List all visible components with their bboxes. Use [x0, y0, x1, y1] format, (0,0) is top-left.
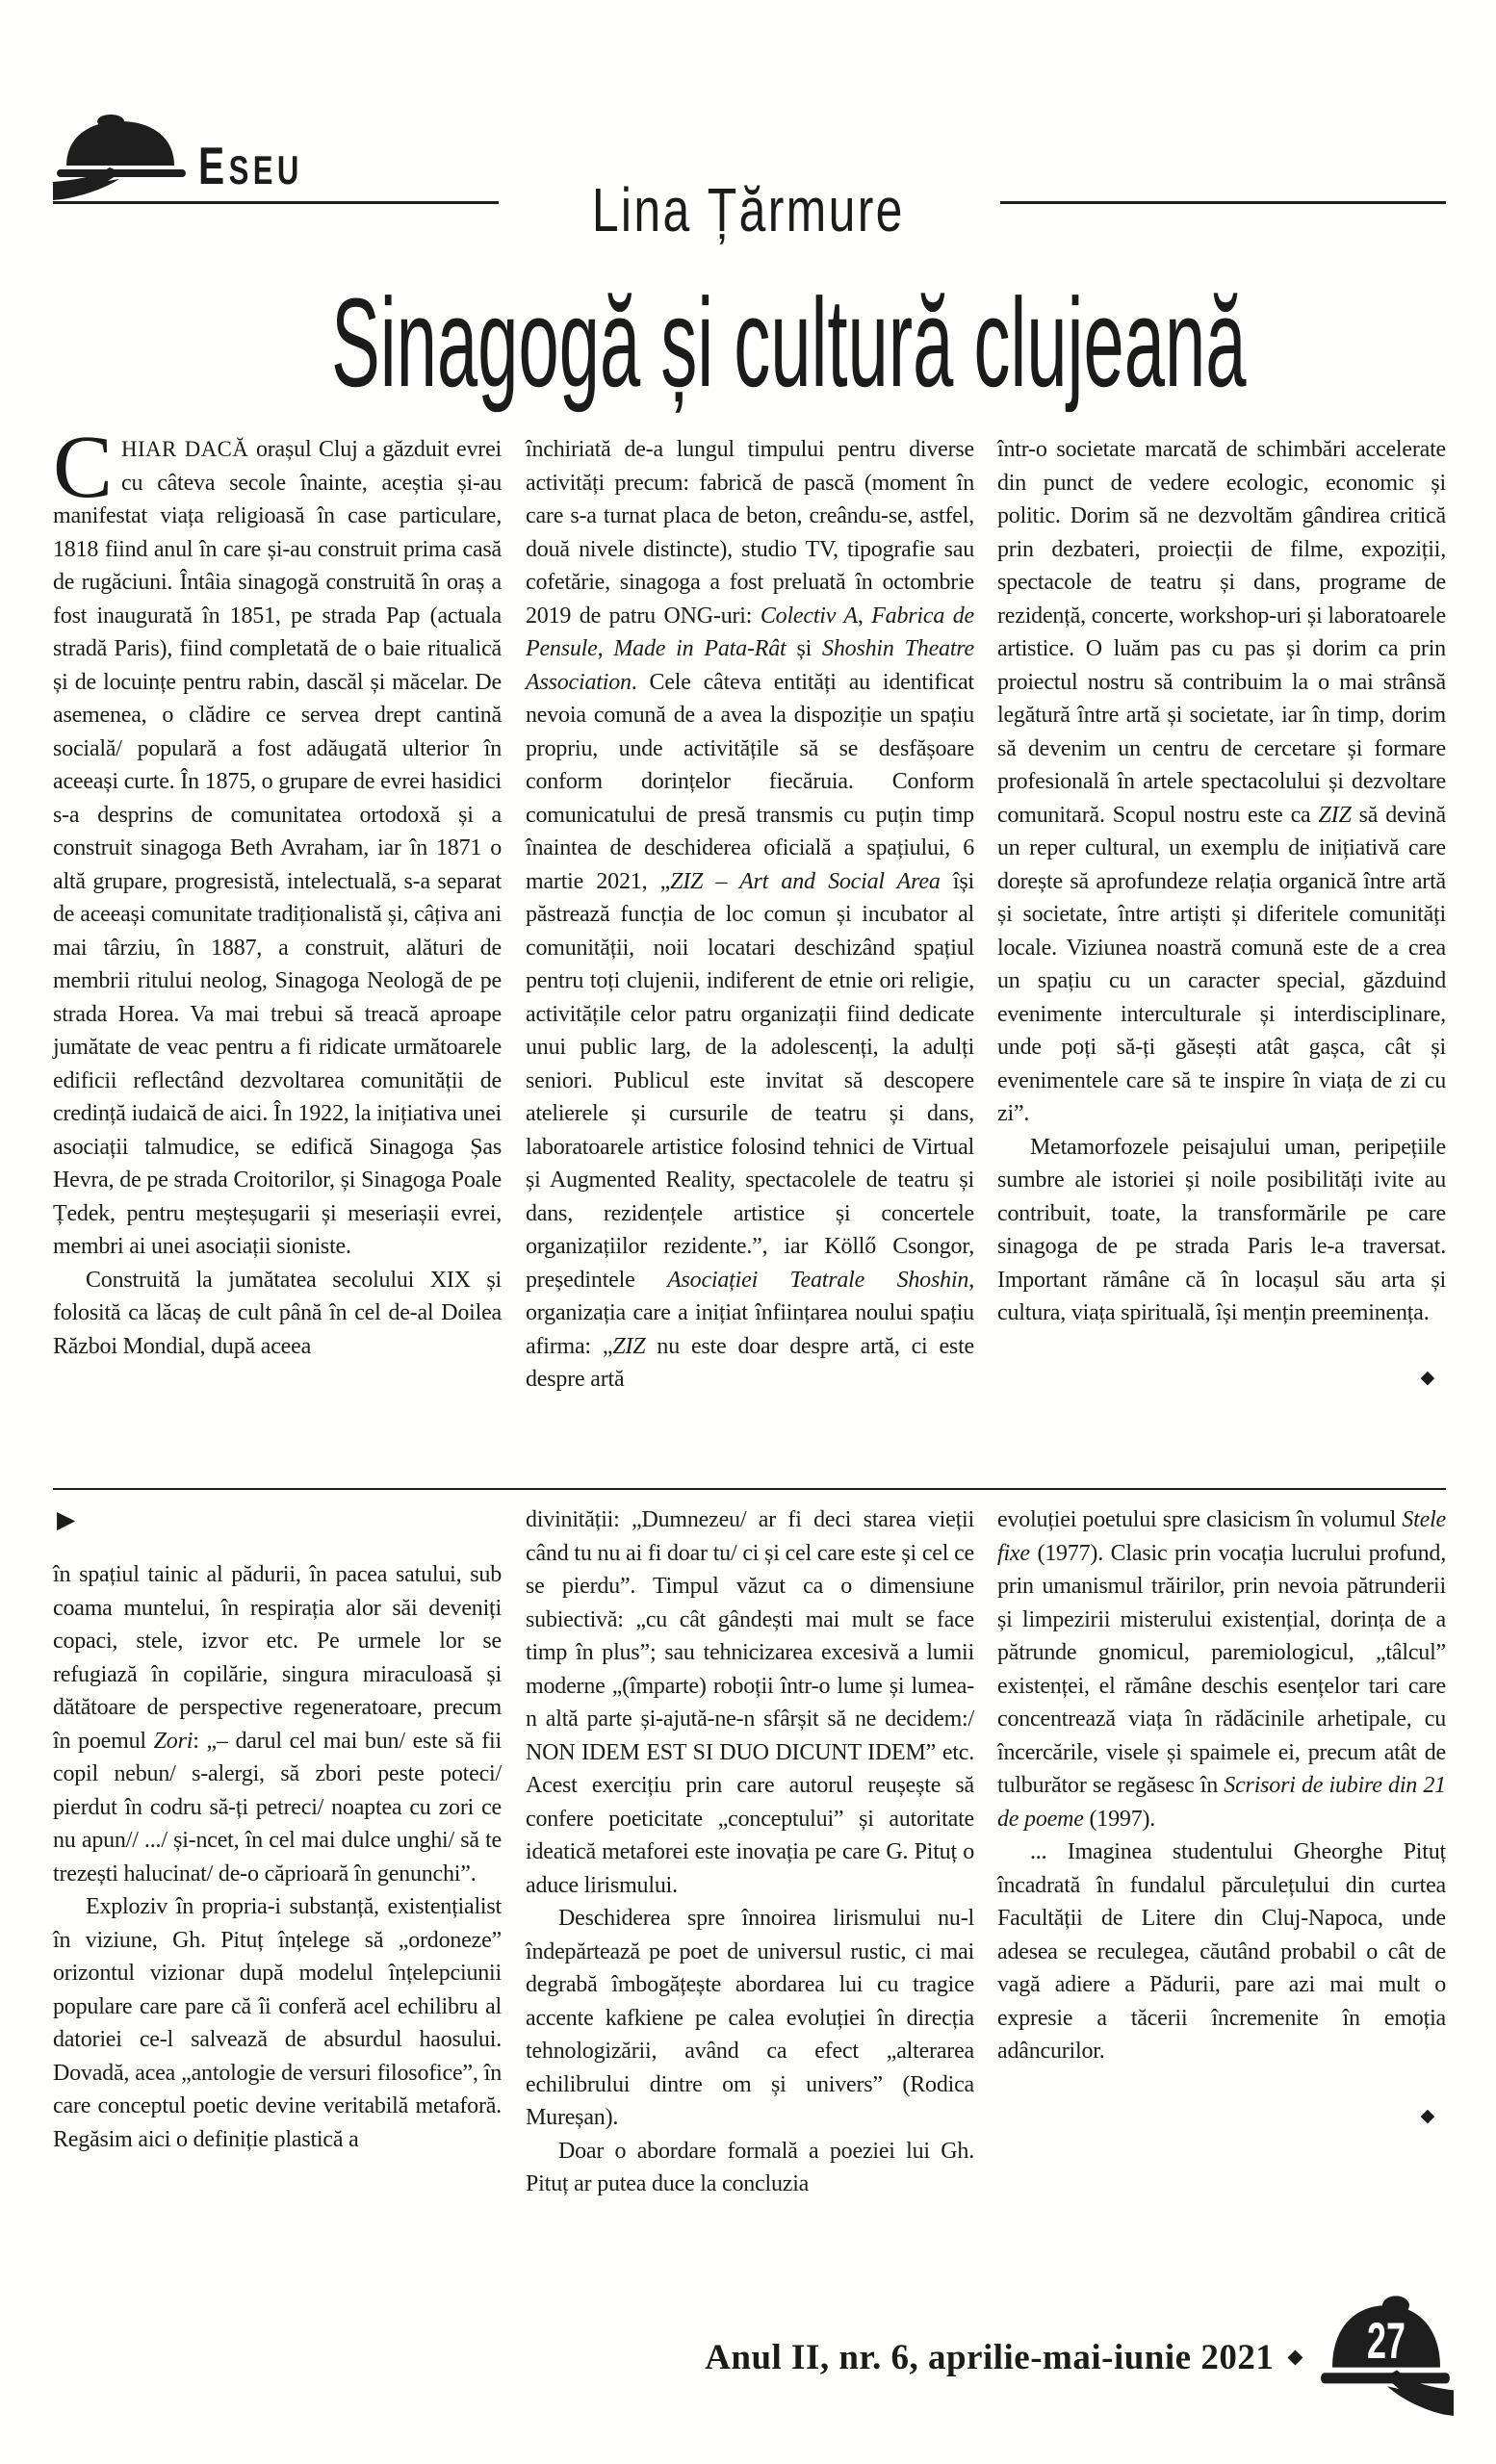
- text-run: (1977). Clasic prin vocația lucrului profund, prin umanismul trăirilor, prin nevoia pătrunderii și limpezirii misterului existențial, dorința de a pătrunde gnomicul, paremiologicul, „tâlcul” existenței, el rămâne deschis esențelor tari care concentrează viața în rădăcinile arhetipale, cu încercările, visele și spaimele ei, precum atât de tulburător se regăsesc în: [997, 1540, 1446, 1798]
- text-run: Metamorfozele peisajului uman, peripețiile sumbre ale istoriei și noile posibilități ivite au contribuit, toate, la transformările pe care sinagoga de pe strada Paris le-a traversat. Important rămâne că în locașul său arta și cultura, viața spirituală, își mențin preeminența.: [997, 1134, 1446, 1325]
- paragraph: [997, 1131, 1446, 1330]
- paragraph: [53, 418, 502, 1264]
- text-run: ... Imaginea studentului Gheorghe Pituț încadrată în fundalul părculețului din curtea Facultății de Litere din Cluj-Napoca, unde adesea se reculegea, căutând probabil o cât de vagă adiere a Pădurii, pare azi mai mult o expresie a tăcerii încremenite în emoția adâncurilor.: [997, 1839, 1446, 2064]
- text-run: HIAR DACĂ: [121, 437, 249, 461]
- text-run: să devină un reper cultural, un exemplu de inițiativă care dorește să aprofundeze relația organică între artă și societate, între artiști și diferitele comunități locale. Viziunea noastră comună este de a crea un spațiu cu un caracter special, găzduind evenimente interculturale și interdisciplinare, unde poți să-ți găsești atât gașca, cât și evenimentele care să te inspire în viața de zi cu zi”.: [997, 802, 1446, 1126]
- text-run: într-o societate marcată de schimbări accelerate din punct de vedere ecologic, economic și politic. Dorim să ne dezvoltăm gândirea critică prin dezbateri, proiecții de filme, expoziții, spectacole de teatru și dans, programe de rezidență, concerte, workshop-uri și laboratoarele artistice. O luăm pas cu pas și dorim ca prin proiectul nostru să contribuim la o mai strânsă legătură între artă și societate, iar în timp, dorim să devenim un centru de cercetare și formare profesională în artele spectacolului și dezvoltare comunitară. Scopul nostru este ca: [997, 437, 1446, 828]
- paragraph: [526, 2135, 974, 2201]
- text-run: Stele fixe: [997, 1507, 1446, 1566]
- text-run: : „– darul cel mai bun/ este să fii copil nebun/ s-alergi, să zbori peste poteci/ pierdut în codru să-ți petreci/ noaptea cu zori ce nu apun// .../ și-ncet, în cel mai dulce unghi/ să te trezești halucinat/ de-o căprioară în genunchi”.: [53, 1728, 502, 1886]
- text-run: ZIZ: [1318, 802, 1352, 828]
- article-column: [53, 1503, 502, 2156]
- text-run: Doar o abordare formală a poeziei lui Gh. Pituț ar putea duce la concluzia: [526, 2138, 974, 2196]
- text-run: Asociației Teatrale Shoshin: [667, 1267, 969, 1293]
- text-run: ,: [857, 603, 872, 629]
- text-run: și: [786, 636, 823, 661]
- text-run: închiriată de-a lungul timpului pentru diverse activități precum: fabrică de pască (moment în care s-a turnat placa de beton, creându-se, astfel, două nivele distincte), studio TV, tipografie sau cofetărie, sinagoga a fost preluată în octombrie 2019 de patru ONG-uri:: [526, 437, 974, 629]
- text-run: . Cele câteva entități au identificat nevoia comună de a avea la dispoziție un spațiu propriu, unde activitățile să se desfășoare conform dorințelor fiecăruia. Conform comunicatului de presă transmis cu puțin timp înaintea de deschiderea oficială a spațiului, 6 martie 2021, „: [526, 669, 974, 894]
- text-run: Deschiderea spre înnoirea lirismului nu-l îndepărtează pe poet de universul rustic, ci mai degrabă îmbogățește abordarea lui cu tragice accente kafkiene pe calea evoluției în direcția tehnologizării, având ca efect „alterarea echilibrului dintre om și univers” (Rodica Mureșan).: [526, 1906, 974, 2130]
- continuation-arrow-icon: ▶: [57, 1505, 76, 1533]
- text-run: își păstrează funcția de loc comun și incubator al comunității, noii locatari deschizând spațiul pentru toți clujenii, indiferent de etnie ori religie, activitățile celor patru organizații fiind dedicate unui public larg, de la adolescenți, la adulți seniori. Publicul este invitat să descopere atelierele și cursurile de teatru și dans, laboratoarele artistice folosind tehnici de Virtual și Augmented Reality, spectacolele de teatru și dans, rezidențele artistice și concertele organizațiilor rezidente.”, iar Köllő Csongor, președintele: [526, 868, 974, 1293]
- paragraph: [997, 433, 1446, 1131]
- article-column: [526, 1503, 974, 2201]
- text-run: Construită la jumătatea secolului XIX și folosită ca lăcaș de cult până în cel de-al Doilea Război Mondial, după aceea: [53, 1267, 502, 1359]
- text-run: Scrisori de iubire din 21 de poeme: [997, 1773, 1446, 1832]
- diamond-icon: ◆: [1287, 2345, 1303, 2368]
- text-run: Colectiv A: [760, 603, 858, 629]
- paragraph: [526, 1503, 974, 1902]
- article-column: [997, 433, 1446, 1394]
- text-run: Made in Pata-Rât: [613, 636, 787, 661]
- text-run: Shoshin Theatre Association: [526, 636, 974, 695]
- text-run: divinității: „Dumnezeu/ ar fi deci starea vieții când tu nu ai fi doar tu/ ci și cel care este și cel ce se pierdu”. Timpul văzut ca o dimensiune subiectivă: „cu cât gândești mai mult se face timp în plus”; sau tehnicizarea excesivă a lumii moderne „(împarte) roboții într-o lume și lumea-n altă parte și-ajută-ne-n sfârșit să ne decidem:/ NON IDEM EST SI DUO DICUNT IDEM” etc. Acest exercițiu prin care autorul reușește să confere poeticitate „conceptului” și autoritate ideatică metaforei este inovația pe care G. Pituț o aduce lirismului.: [526, 1507, 974, 1898]
- article-column: [997, 1503, 1446, 2132]
- end-diamond-icon: ◆: [1420, 1366, 1434, 1388]
- page-title: Sinagogă și cultură clujeană: [331, 271, 1247, 413]
- paragraph: [997, 1835, 1446, 2068]
- text-run: ZIZ: [612, 1333, 646, 1359]
- text-run: , organizația care a inițiat înființarea noului spațiu afirma: „: [526, 1267, 974, 1359]
- drop-cap: C: [53, 418, 114, 517]
- paragraph: [53, 1558, 502, 1890]
- text-run: (1997).: [1083, 1806, 1156, 1832]
- paragraph: [526, 1902, 974, 2135]
- paragraph: [53, 1890, 502, 2156]
- page-number-cloche-icon: [1309, 2295, 1454, 2416]
- text-run: orașul Cluj a găzduit evrei cu câteva secole înainte, aceștia și-au manifestat viața religioasă în case particulare, 1818 fiind anul în care și-au construit prima casă de rugăciuni. Întâia sinagogă construită în oraș a fost inaugurată în 1851, pe strada Pap (actuala stradă Paris), fiind completată de o baie ritualică și de locuințe pentru rabin, dascăl și măcelar. De asemenea, o clădire ce servea drept cantină socială/ populară a fost adăugată ulterior în aceeași curte. În 1875, o grupare de evrei hasidici s-a desprins de comunitatea ortodoxă și a construit sinagoga Beth Avraham, iar în 1871 o altă grupare, progresistă, intelectuală, s-a separat de aceeași comunitate tradiționalistă și, câțiva ani mai târziu, în 1887, a construit, alături de membrii ritului neolog, Sinagoga Neologă de pe strada Horea. Va mai trebui să treacă aproape jumătate de veac pentru a fi ridicate următoarele edificii reflectând dezvoltarea comunității de credință iudaică de aici. În 1922, la inițiativa unei asociații talmudice, se edifică Sinagoga Șas Hevra, de pe strada Croitorilor, și Sinagoga Poale Țedek, pentru meșteșugarii și meseriașii evrei, membri ai unei asociații sioniste.: [53, 437, 502, 1259]
- page-number: 27: [1367, 2311, 1406, 2370]
- text-run: nu este doar despre artă, ci este despre artă: [526, 1333, 974, 1392]
- text-run: evoluției poetului spre clasicism în volumul: [997, 1507, 1403, 1532]
- text-run: ,: [597, 636, 614, 661]
- text-run: ZIZ – Art and Social Area: [670, 868, 941, 894]
- section-divider-rule: [53, 1488, 1446, 1490]
- article-column: [53, 418, 502, 1363]
- author-name: Lina Țărmure: [591, 175, 905, 244]
- section-label: ESEU: [198, 136, 303, 195]
- paragraph: [997, 1503, 1446, 1835]
- article-column: [526, 433, 974, 1397]
- paragraph: [53, 1264, 502, 1364]
- paragraph: [526, 433, 974, 1397]
- text-run: Fabrica de Pensule: [526, 603, 974, 661]
- end-diamond-icon: ◆: [1420, 2104, 1434, 2126]
- footer-issue-line: Anul II, nr. 6, aprilie-mai-iunie 2021 ◆: [705, 2338, 1303, 2377]
- text-run: Zori: [153, 1728, 193, 1754]
- text-run: în spațiul tainic al pădurii, în pacea satului, sub coama muntelui, în respirația alor săi deveniți copaci, stele, izvor etc. Pe urmele lor se refugiază în copilărie, singura miraculoasă și dătătoare de perspective regeneratoare, precum în poemul: [53, 1562, 502, 1754]
- text-run: Exploziv în propria-i substanță, existențialist în viziune, Gh. Pituț înțelege să „ordoneze” orizontul vizionar după modelul înțelepciunii populare care pare că îi conferă acel echilibru al datoriei ce-l salvează de absurdul haosului. Dovadă, acea „antologie de versuri filosofice”, în care conceptul poetic devine veritabilă metaforă. Regăsim aici o definiție plastică a: [53, 1894, 502, 2152]
